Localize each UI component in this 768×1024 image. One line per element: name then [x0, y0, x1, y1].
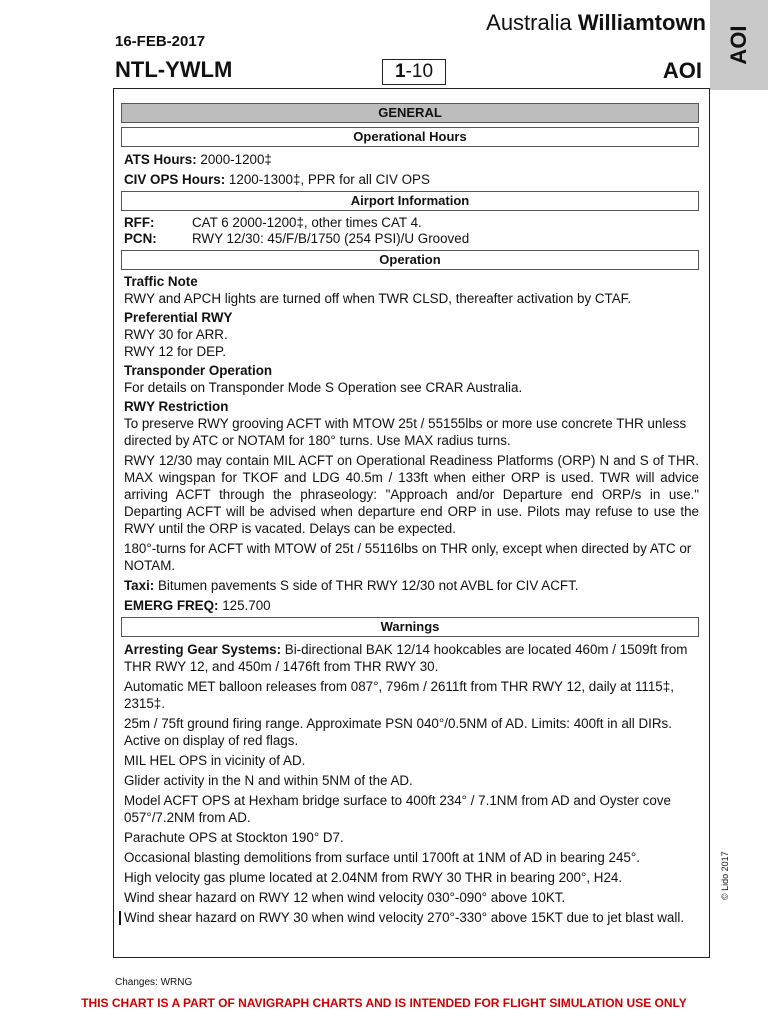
warning-item: 25m / 75ft ground firing range. Approximate PSN 040°/0.5NM of AD. Limits: 400ft in all DIRs. Active on display of red flags.	[124, 716, 672, 748]
warning-item: Occasional blasting demolitions from surface until 1700ft at 1NM of AD in bearing 245°.	[124, 850, 640, 865]
country-name: Australia	[486, 10, 572, 35]
general-heading: GENERAL	[121, 103, 699, 123]
rff-row	[124, 215, 699, 231]
simulation-notice: THIS CHART IS A PART OF NAVIGRAPH CHARTS AND IS INTENDED FOR FLIGHT SIMULATION USE ONLY	[81, 996, 687, 1010]
page-number	[382, 59, 446, 85]
warning-item: Model ACFT OPS at Hexham bridge surface to 400ft 234° / 7.1NM from AD and Oyster cove 057°/7.2NM from AD.	[124, 793, 671, 825]
warning-item: Wind shear hazard on RWY 12 when wind velocity 030°-090° above 10KT.	[124, 890, 566, 905]
taxi-note	[124, 577, 699, 594]
arresting-gear-label: Arresting Gear Systems:	[124, 642, 282, 657]
transponder-title: Transponder Operation	[124, 363, 273, 378]
warning-item: Automatic MET balloon releases from 087°, 796m / 2611ft from THR RWY 12, daily at 1115‡, 2315‡.	[124, 679, 674, 711]
operational-hours-heading: Operational Hours	[121, 127, 699, 147]
warning-item: Glider activity in the N and within 5NM of the AD.	[124, 773, 413, 788]
airport-name: Williamtown	[577, 10, 706, 35]
copyright: © Lido 2017	[720, 851, 730, 900]
warning-item: High velocity gas plume located at 2.04NM from RWY 30 THR in bearing 200°, H24.	[124, 870, 623, 885]
ats-hours-label: ATS Hours:	[124, 152, 197, 167]
pcn-value: RWY 12/30: 45/F/B/1750 (254 PSI)/U Grooved	[192, 231, 470, 246]
preferential-rwy-dep: RWY 12 for DEP.	[124, 344, 226, 359]
transponder-text: For details on Transponder Mode S Operation see CRAR Australia.	[124, 380, 523, 395]
warnings-heading: Warnings	[121, 617, 699, 637]
chart-content	[121, 101, 699, 929]
warning-item: Parachute OPS at Stockton 190° D7.	[124, 830, 344, 845]
civ-ops-hours	[124, 171, 699, 188]
civ-ops-hours-label: CIV OPS Hours:	[124, 172, 226, 187]
emerg-freq-value: 125.700	[218, 598, 271, 613]
page-number-rest: -10	[405, 61, 434, 82]
section-tab	[710, 0, 768, 90]
warning-item: MIL HEL OPS in vicinity of AD.	[124, 753, 306, 768]
effective-date: 16-FEB-2017	[115, 33, 206, 50]
rff-label: RFF:	[124, 215, 155, 230]
rff-value: CAT 6 2000-1200‡, other times CAT 4.	[192, 215, 422, 230]
traffic-note-text: RWY and APCH lights are turned off when TWR CLSD, thereafter activation by CTAF.	[124, 291, 632, 306]
civ-ops-hours-value: 1200-1300‡, PPR for all CIV OPS	[225, 172, 430, 187]
operation-heading: Operation	[121, 250, 699, 270]
chart-code: NTL-YWLM	[115, 57, 233, 82]
rwy-restriction-turns: 180°-turns for ACFT with MTOW of 25t / 55116lbs on THR only, except when directed by ATC or NOTAM.	[124, 541, 692, 573]
pcn-row	[124, 231, 699, 247]
ats-hours-value: 2000-1200‡	[196, 152, 272, 167]
taxi-value: Bitumen pavements S side of THR RWY 12/30 not AVBL for CIV ACFT.	[154, 578, 579, 593]
rwy-restriction-orp: RWY 12/30 may contain MIL ACFT on Operational Readiness Platforms (ORP) N and S of THR. MAX wingspan for TKOF and LDG 40.5m / 133ft when either ORP is used. TWR will advice arriving ACFT through the phraseology: "Approach and/or Departure end ORP/s in use." Departing ACFT will be advised when departure end ORP in use. Pilots may refuse to use the RWY until the ORP is vacated. Delays can be expected.	[124, 453, 699, 536]
preferential-rwy-title: Preferential RWY	[124, 310, 233, 325]
rwy-restriction-grooving: To preserve RWY grooving ACFT with MTOW 25t / 55155lbs or more use concrete THR unless directed by ATC or NOTAM for 180° turns. Use MAX radius turns.	[124, 416, 687, 448]
taxi-label: Taxi:	[124, 578, 155, 593]
arresting-gear-warning	[124, 641, 699, 675]
airport-information-heading: Airport Information	[121, 191, 699, 211]
ats-hours	[124, 151, 699, 168]
page-number-bold: 1	[394, 61, 406, 82]
section-tab-label: AOI	[726, 25, 751, 65]
pcn-label: PCN:	[124, 231, 157, 246]
section-label: AOI	[662, 58, 702, 83]
airport-title	[486, 10, 706, 36]
warning-item-changed: Wind shear hazard on RWY 30 when wind velocity 270°-330° above 15KT due to jet blast wall.	[124, 909, 699, 926]
preferential-rwy-arr: RWY 30 for ARR.	[124, 327, 228, 342]
changes-note: Changes: WRNG	[115, 977, 193, 988]
traffic-note-title: Traffic Note	[124, 274, 198, 289]
emerg-freq-label: EMERG FREQ:	[124, 598, 219, 613]
rwy-restriction-title: RWY Restriction	[124, 399, 229, 414]
arresting-gear-value: Bi-directional BAK 12/14 hookcables are located 460m / 1509ft from THR RWY 12, and 450m / 1476ft from THR RWY 30.	[124, 642, 688, 674]
emerg-freq	[124, 597, 699, 614]
